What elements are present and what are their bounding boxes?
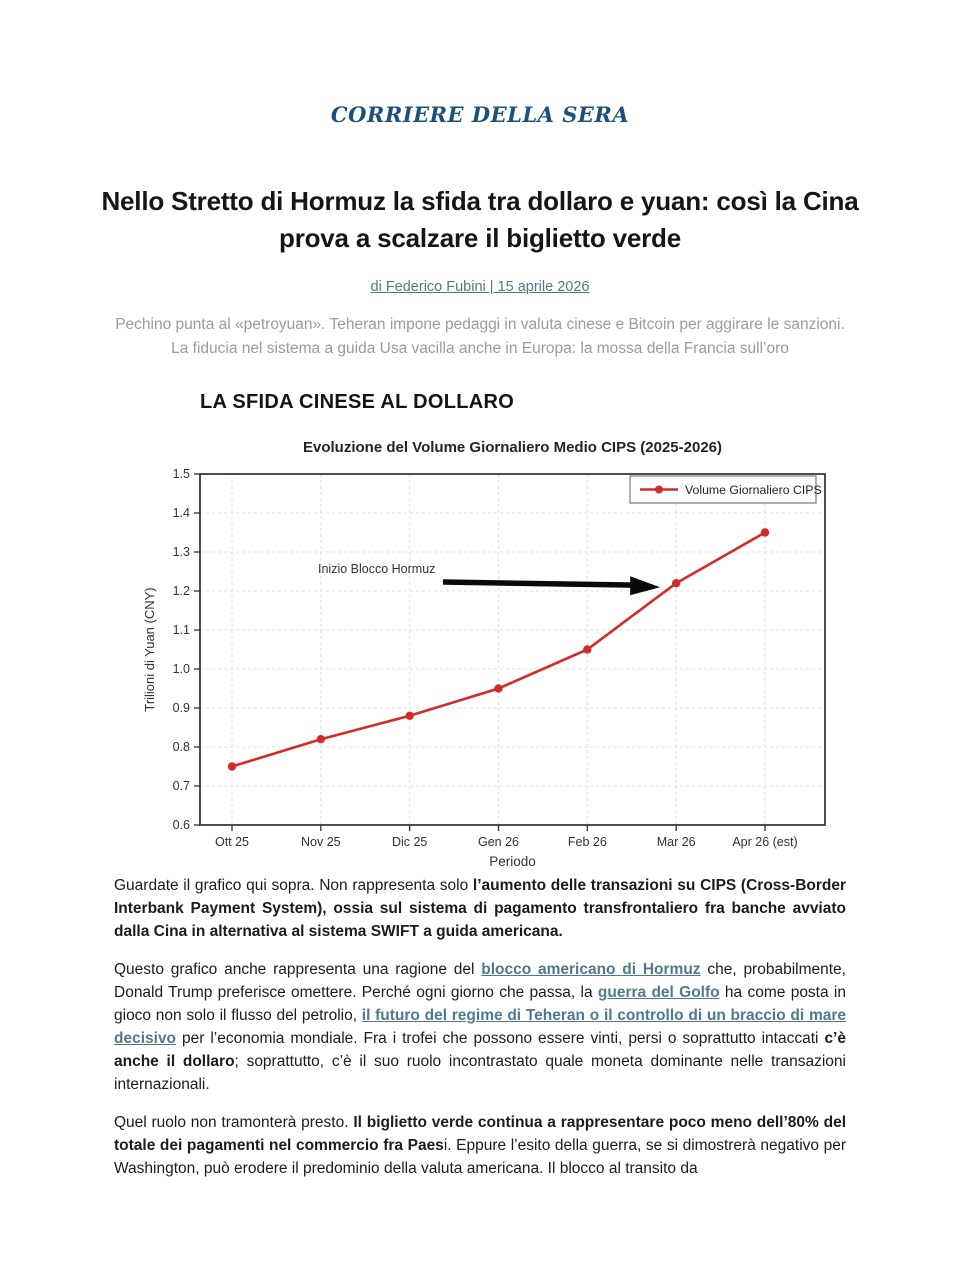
inline-link[interactable]: il futuro del regime di Teheran o il controllo di un braccio di mare decisivo (114, 1007, 846, 1047)
byline-link[interactable]: di Federico Fubini | 15 aprile 2026 (370, 279, 590, 295)
text-segment: che, probabilmente, Donald Trump preferisce omettere. Perché ogni giorno che passa, la (114, 961, 846, 1001)
data-point (494, 684, 502, 692)
article-body (114, 874, 846, 1180)
annotation-label: Inizio Blocco Hormuz (318, 562, 436, 576)
y-tick-label: 1.2 (172, 584, 190, 598)
article-paragraph (114, 958, 846, 1096)
y-tick-label: 1.1 (172, 623, 190, 637)
article-paragraph (114, 1111, 846, 1180)
chart-kicker: LA SFIDA CINESE AL DOLLARO (200, 391, 515, 413)
data-point (405, 712, 413, 720)
chart-title: Evoluzione del Volume Giornaliero Medio CIPS (2025-2026) (303, 439, 722, 456)
y-tick-label: 1.4 (172, 506, 190, 520)
x-tick-label: Feb 26 (567, 835, 607, 849)
text-segment: Il biglietto verde continua a rappresentare poco meno dell’80% del totale dei pagamenti nel commercio fra Paes (114, 1114, 846, 1154)
article-headline: Nello Stretto di Hormuz la sfida tra dollaro e yuan: così la Cina prova a scalzare il biglietto verde (101, 186, 859, 253)
x-axis-label: Periodo (489, 854, 536, 869)
text-segment: ha come posta in gioco non solo il flusso del petrolio, (114, 984, 846, 1024)
chart-annotation (318, 562, 660, 595)
chart-figure (130, 391, 845, 872)
y-tick-label: 1.5 (172, 467, 190, 481)
inline-link[interactable]: guerra del Golfo (597, 984, 720, 1001)
legend-label: Volume Giornaliero CIPS (685, 483, 822, 497)
x-tick-label: Ott 25 (214, 835, 250, 849)
byline (0, 278, 960, 296)
text-segment: Guardate il grafico qui sopra. Non rappresenta solo (114, 877, 473, 894)
y-tick-label: 1.0 (172, 662, 190, 676)
chart-gridlines (200, 474, 825, 825)
data-point (583, 645, 591, 653)
y-tick-label: 0.6 (172, 818, 190, 832)
text-segment: c’è anche il dollaro (114, 1030, 846, 1070)
x-tick-label: Gen 26 (477, 835, 520, 849)
plot-border (200, 474, 825, 825)
axis-tick-labels (173, 467, 798, 849)
data-point (672, 579, 680, 587)
newspaper-logo: CORRIERE DELLA SERA (330, 102, 630, 127)
axis-ticks (194, 474, 765, 831)
x-tick-label: Dic 25 (391, 835, 428, 849)
article-standfirst: Pechino punta al «petroyuan». Teheran impone pedaggi in valuta cinese e Bitcoin per aggirare le sanzioni. La fiducia nel sistema a guida Usa vacilla anche in Europa: la mossa della Francia sull’oro (115, 316, 845, 357)
y-tick-label: 0.9 (172, 701, 190, 715)
text-segment: Questo grafico anche rappresenta una ragione del (114, 961, 482, 978)
inline-link[interactable]: blocco americano di Hormuz (481, 961, 701, 978)
x-tick-label: Mar 26 (656, 835, 696, 849)
chart-legend (630, 476, 822, 503)
text-segment: ; soprattutto, c’è il suo ruolo incontrastato quale moneta dominante nelle transazioni internazionali. (114, 1053, 846, 1093)
article-paragraph (114, 874, 846, 943)
data-point (317, 735, 325, 743)
data-point (228, 762, 236, 770)
y-tick-label: 1.3 (172, 545, 190, 559)
annotation-arrowhead (630, 576, 660, 595)
y-tick-label: 0.8 (172, 740, 190, 754)
text-segment: Quel ruolo non tramonterà presto. (114, 1114, 354, 1131)
text-segment: l’aumento delle transazioni su CIPS (Cross-Border Interbank Payment System), ossia sul sistema di pagamento transfrontaliero fra banche avviato dalla Cina in alternativa al sistema SWIFT a guida americana. (114, 877, 847, 940)
y-tick-label: 0.7 (172, 779, 190, 793)
x-tick-label: Apr 26 (est) (732, 835, 798, 849)
x-tick-label: Nov 25 (301, 835, 341, 849)
text-segment: per l’economia mondiale. Fra i trofei che possono essere vinti, persi o soprattutto intaccati (176, 1030, 825, 1047)
y-axis-label: Trilioni di Yuan (CNY) (142, 587, 157, 712)
text-segment: i. Eppure l’esito della guerra, se si dimostrerà negativo per Washington, può erodere il predominio della valuta americana. Il blocco al transito da (114, 1137, 846, 1177)
data-point (761, 528, 769, 536)
cips-line-chart (130, 460, 845, 872)
